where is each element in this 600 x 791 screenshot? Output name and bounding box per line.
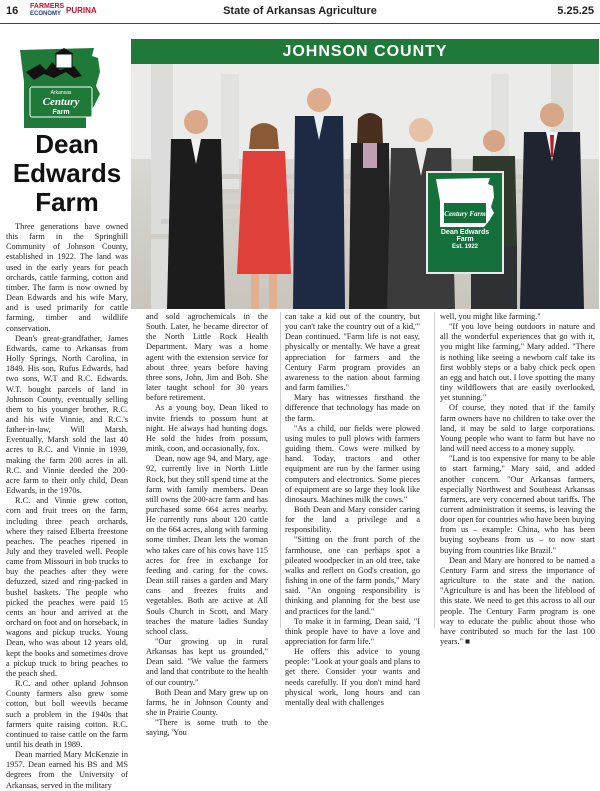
paragraph: Both Dean and Mary grew up on farms, he in Johnson County and she in Prairie County. [146, 687, 268, 718]
column-divider [434, 312, 435, 628]
paragraph: "Our growing up in rural Arkansas has kept us grounded," Dean said. "We value the farmers and land that contribute to the health of our country." [146, 637, 268, 687]
purina-logo-text: PURINA [66, 6, 97, 15]
paragraph: Three generations have owned this farm in the Springhill Community of Johnson County, established in 1922. The land was used in the early years for peach orchards, cattle farming, cotton and timber. The farm is now owned by Dean Edwards and his wife Mary, and is used primarily for cattle farming, timber and wildlife conservation. [6, 222, 128, 333]
paragraph: As a young boy, Dean liked to invite friends to possum hunt at night. He always had hunting dogs. He sold the hides from possum, mink, coon, and occasionally, fox. [146, 403, 268, 454]
article-headline [6, 130, 128, 217]
paragraph: "There is some truth to the saying, 'You [146, 718, 268, 738]
group-photo [131, 64, 599, 309]
headline-line: Edwards [12, 158, 122, 188]
logo-line-1: Arkansas [50, 90, 72, 96]
article-column-2 [146, 312, 268, 739]
sign-logo [428, 175, 502, 229]
paragraph: R.C. and other upland Johnson County farmers also grew some cotton, but boll weevils became such a problem in the 1940s that farmers quite raising cotton. R.C. continued to raise cattle on the farm until his death in 1989. [6, 679, 128, 749]
headline-line: Farm [35, 187, 99, 217]
column-divider [280, 312, 281, 628]
paragraph: R.C. and Vinnie grew cotton, corn and fruit trees on the farm, including three peach orchards, where they raised Elberta freestone peaches. The peaches ripened in July and they traveled well. People came from Missouri in bob trucks to buy the peaches after they were defuzzed, sized and ring-packed in bushel baskets. The people who picked the peaches were paid 15 cents an hour and arrived at the orchard on foot and on horseback, in wagons and pickup trucks. Young Dean, who was about 12 years old, kept the books and sometimes drove a pickup truck to bring peaches to the peach shed. [6, 496, 128, 678]
paragraph: Dean married Mary McKenzie in 1957. Dean earned his BS and MS degrees from the University of Arkansas, served in the military [6, 750, 128, 790]
farmers-logo-text: FARMERS [30, 3, 65, 10]
person-1 [161, 104, 231, 309]
page-header [0, 0, 600, 24]
century-farm-logo [16, 42, 128, 132]
paragraph: Of course, they noted that if the family farm owners have no children to take over the land, it may be sold to large corporations. Young people who want to farm but have no land will need access to a money supply. [440, 403, 595, 454]
issue-date: 5.25.25 [557, 5, 594, 17]
person-7 [516, 99, 588, 309]
paragraph: Dean's great-grandfather, James Edwards, came to Arkansas from Holly Springs, North Carolina, in 1849. His son, Rufus Edwards, had two sons, W.T and R.C. Edwards. W.T. bought parcels of land in Johnson County, eventually selling them to his younger brother, R.C. and his wife Vinnie, and R.C.'s father-in-law, Will Marsh. Eventually, Marsh sold the last 40 acres to R.C. and Vinnie in 1939, making the farm 200 acres in all. R.C. and Vinnie deeded the 200-acre farm to their only child, Dean Edwards, in the 1970s. [6, 333, 128, 496]
paragraph: can take a kid out of the country, but you can't take the country out of a kid,'" Dean continued. "Farm life is not easy, physically or mentally. We have a great appreciation for farmers and the Century Farm program provides an awareness to the nation about farming and farm families." [285, 312, 420, 393]
sign-name-line-2: Farm [456, 236, 474, 243]
paragraph: "If you love being outdoors in nature and all the wonderful experiences that go with it, you might like farming," Mary added. "There is nothing like seeing a newborn calf take its first wobbly steps or a baby chick peck open an egg and hatch out. I love spotting the many tiny wildflowers that are easily overlooked, yet stunning." [440, 322, 595, 403]
logo-line-2: Century [42, 96, 80, 108]
century-farm-sign [426, 171, 504, 274]
sign-name-line-1: Dean Edwards [440, 229, 490, 236]
masthead: State of Arkansas Agriculture [223, 5, 377, 17]
paragraph: Both Dean and Mary consider caring for the land a privilege and a responsibility. [285, 504, 420, 535]
person-3 [287, 84, 351, 309]
paragraph: To make it in farming, Dean said, "I think people have to have a love and appreciation for farm life." [285, 616, 420, 646]
article-column-4 [440, 312, 595, 647]
paragraph: and sold agrochemicals in the South. Later, he became director of the North Little Rock Health Department. Mary was a home agent with the extension service for about three years before having three sons, John, Jim and Bob. She later taught school for 30 years before retirement. [146, 312, 268, 403]
logo-line-3: Farm [52, 109, 70, 116]
article-column-3 [285, 312, 420, 708]
page-number: 16 [6, 5, 19, 17]
paragraph: Dean and Mary are honored to be named a Century Farm and stress the importance of agriculture to the state and the nation. "Agriculture is and has been the lifeblood of this state. We need to get this across to all our people. The Century Farm program is one way to educate the public about those who have contributed so much for the last 100 years." ■ [440, 555, 595, 646]
sign-established: Est. 1922 [451, 244, 479, 250]
paragraph: Mary has witnesses firsthand the difference that technology has made on the farm. [285, 393, 420, 423]
headline-line: Dean [35, 129, 99, 159]
article-column-1 [6, 222, 128, 791]
sign-logo-text: Century Farm [444, 210, 486, 218]
paragraph: "Land is too expensive for many to be able to start farming," Mary said, and added another concern. "Our Arkansas farmers, especially Northwest and Southeast Arkansas farmers, are very concerned about tariffs. The current administration it seems, is leaving the door open for countries who have been buying from us – example: China, who has been buying soybeans from us – to now start buying from countries like Brazil." [440, 454, 595, 555]
paragraph: "As a child, our fields were plowed using mules to pull plows with farmers guiding them. Cows were milked by hand. Today, tractors and other equipment are run by the farmer using computers and electronics. Some pieces of equipment are so large they look like dinosaurs. Machines milk the cows." [285, 423, 420, 504]
paragraph: "Sitting on the front porch of the farmhouse, one can perhaps spot a pileated woodpecker in an old tree, take walks and reflect on God's creation, go fishing in one of the farm ponds," Mary said. "An ongoing responsibility is thinking and planning for the best use and practices for the land." [285, 535, 420, 616]
paragraph: He offers this advice to young people: "Look at your goals and plans to get there. Consider your wants and needs carefully. If you don't mind hard physical work, long hours and can mentally deal with challenges [285, 647, 420, 707]
section-banner: JOHNSON COUNTY [131, 39, 599, 64]
economy-logo-text: ECONOMY [30, 11, 62, 17]
paragraph: well, you might like farming." [440, 312, 541, 321]
paragraph: Dean, now age 94, and Mary, age 92, currently live in North Little Rock, but they still spend time at the farm with family members. Dean still owns the 200-acre farm and has purchased some 664 acres nearby. He currently runs about 120 cattle on the 664 acres, along with farming some timber. Dean lets the woman who takes care of his cows have 115 acres for free in exchange for feeding and caring for the cows. Dean still raises a garden and Mary cans and freezes fruits and vegetables. Both are active at All Souls Church in Scott, and Mary teaches the mature ladies Sunday school class. [146, 454, 268, 636]
